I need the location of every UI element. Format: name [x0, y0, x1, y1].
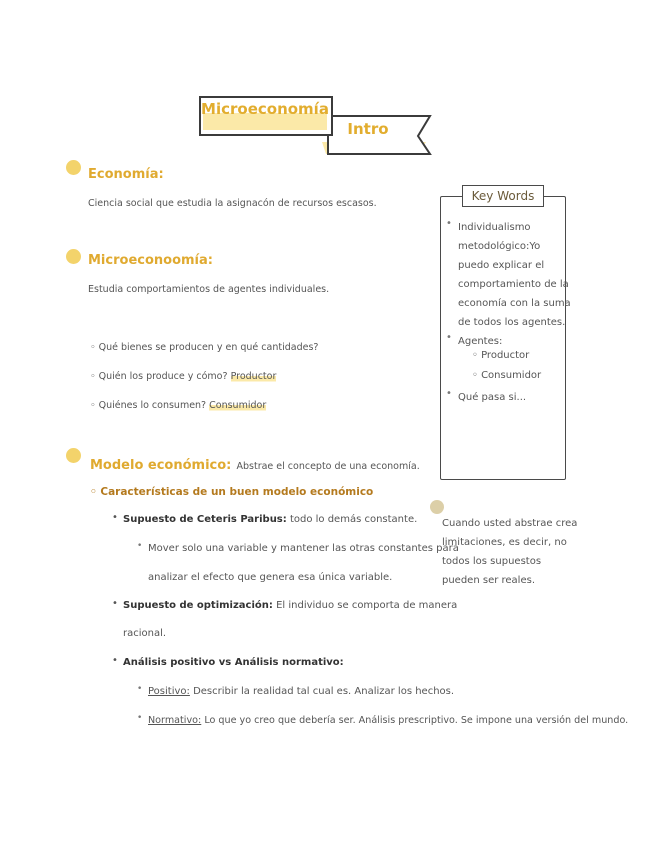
optim-row [123, 600, 457, 611]
bullet-icon: • [446, 388, 452, 399]
bullet-icon: • [137, 684, 143, 694]
key-words-item-1 [458, 218, 571, 332]
question-3 [90, 400, 266, 411]
side-note-line: limitaciones, es decir, no [442, 537, 567, 548]
bullet-icon: • [112, 598, 118, 609]
heading-modelo: Modelo económico: [90, 458, 232, 473]
heading-economia: Economía: [88, 167, 164, 182]
ceteris-sub-line2: analizar el efecto que genera esa única variable. [148, 572, 393, 583]
kw-line: economía con la suma [458, 298, 571, 309]
heading-micro: Microeconoomía: [88, 253, 213, 268]
question-2 [90, 371, 276, 382]
optim-label: Supuesto de optimización: [123, 600, 273, 611]
positivo-label: Positivo: [148, 686, 190, 697]
key-words-productor: ◦ Productor [472, 350, 530, 361]
key-words-title: Key Words [462, 185, 544, 207]
normativo-label: Normativo: [148, 715, 202, 726]
optim-text: El individuo se comporta de manera [276, 600, 458, 611]
subtitle-intro: Intro [347, 120, 389, 138]
question-2-text: ◦ Quién los produce y cómo? [90, 371, 228, 382]
ceteris-label: Supuesto de Ceteris Paribus: [123, 514, 287, 525]
kw-line: Individualismo [458, 222, 531, 233]
side-note-line: pueden ser reales. [442, 575, 535, 586]
optim-text-line2: racional. [123, 628, 167, 639]
note-dot-icon [430, 500, 444, 514]
key-words-que-pasa: Qué pasa si... [458, 392, 527, 403]
kw-line: de todos los agentes. [458, 317, 566, 328]
kw-line: metodológico:Yo [458, 241, 541, 252]
text-economia: Ciencia social que estudia la asignacón de recursos escasos. [88, 198, 377, 209]
page-title: Microeconomía [201, 100, 329, 118]
bullet-icon: • [112, 512, 118, 523]
bullet-icon: • [137, 713, 143, 723]
positivo-text: Describir la realidad tal cual es. Analizar los hechos. [193, 686, 455, 697]
kw-line: comportamiento de la [458, 279, 569, 290]
ceteris-text: todo lo demás constante. [289, 514, 418, 525]
section-dot-icon [66, 160, 81, 175]
modelo-heading-row [90, 454, 420, 473]
ceteris-sub-line1: Mover solo una variable y mantener las otras constantes para [148, 543, 459, 554]
section-dot-icon [66, 448, 81, 463]
normativo-text: Lo que yo creo que debería ser. Análisis prescriptivo. Se impone una versión del mundo. [204, 715, 629, 726]
key-words-agentes: Agentes: [458, 336, 503, 347]
text-modelo: Abstrae el concepto de una economía. [236, 461, 420, 472]
side-note [442, 514, 577, 590]
question-1: ◦ Qué bienes se producen y en qué cantidades? [90, 342, 319, 353]
normativo-row [148, 715, 628, 726]
question-3-text: ◦ Quiénes lo consumen? [90, 400, 207, 411]
bullet-icon: • [137, 541, 143, 551]
side-note-line: todos los supuestos [442, 556, 542, 567]
positivo-row [148, 686, 454, 697]
answer-consumidor: Consumidor [209, 400, 267, 411]
section-dot-icon [66, 249, 81, 264]
key-words-consumidor: ◦ Consumidor [472, 370, 542, 381]
text-micro: Estudia comportamientos de agentes individuales. [88, 284, 330, 295]
analisis-label: Análisis positivo vs Análisis normativo: [123, 657, 344, 668]
ceteris-row [123, 514, 417, 525]
kw-line: puedo explicar el [458, 260, 545, 271]
characteristics-heading: ◦ Características de un buen modelo económico [90, 486, 374, 498]
bullet-icon: • [446, 218, 452, 229]
side-note-line: Cuando usted abstrae crea [442, 518, 578, 529]
answer-productor: Productor [230, 371, 277, 382]
bullet-icon: • [112, 655, 118, 666]
bullet-icon: • [446, 332, 452, 343]
